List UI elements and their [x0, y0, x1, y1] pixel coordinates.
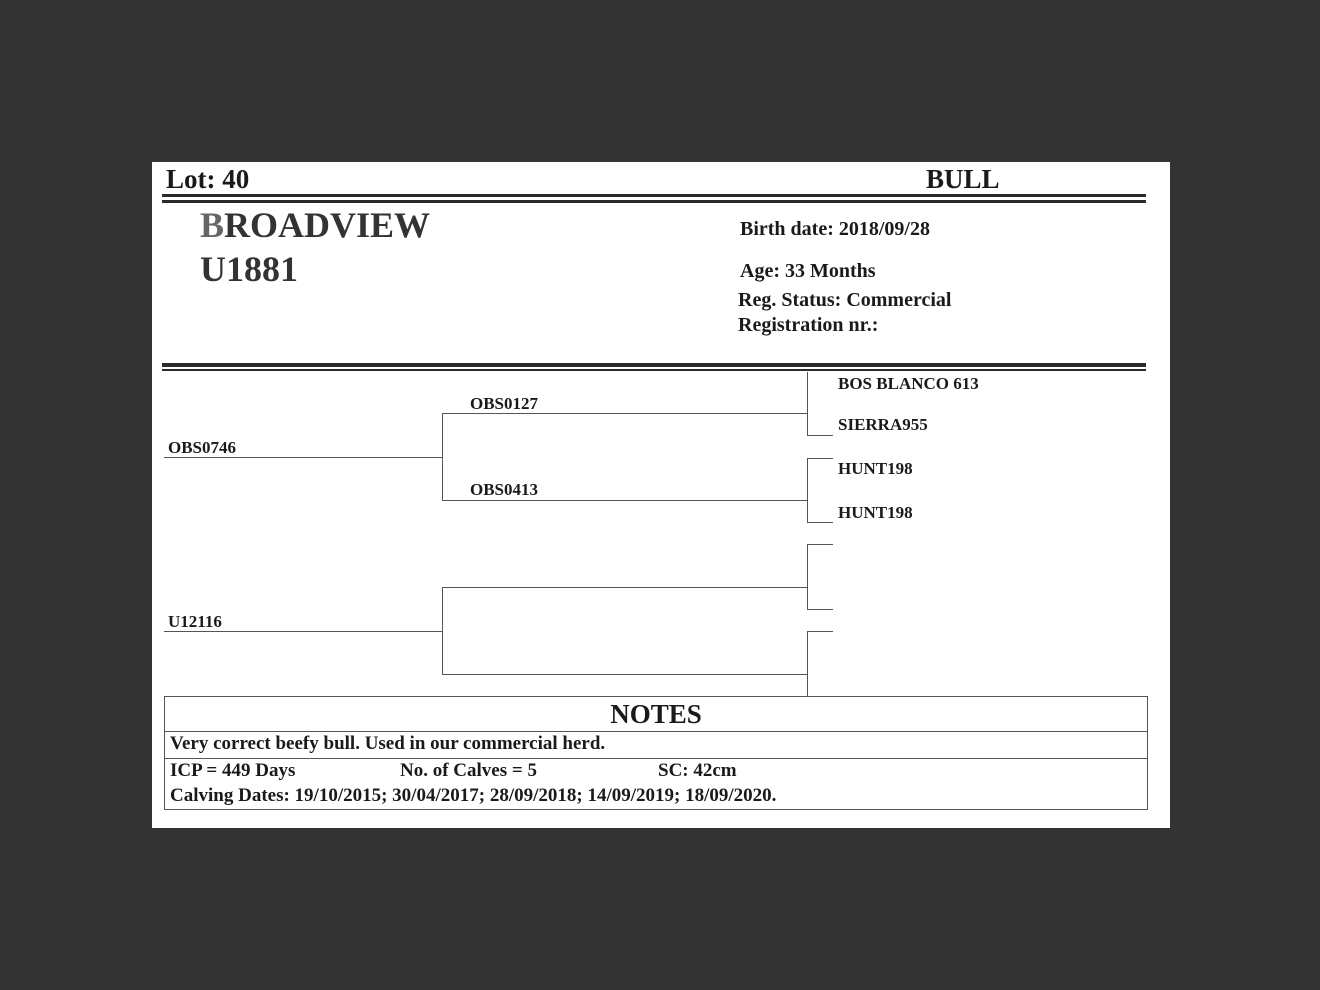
- animal-name-initial: B: [200, 205, 225, 245]
- registration-status: Reg. Status: Commercial: [738, 289, 952, 311]
- dam-dam-bracket: [807, 631, 808, 696]
- dam-sire-line: [442, 587, 808, 588]
- sire-sire-name: OBS0127: [470, 394, 539, 413]
- pedigree-rule-bottom: [162, 369, 1146, 371]
- sire-dam-dam-name: HUNT198: [838, 503, 913, 522]
- animal-sex: BULL: [926, 164, 1000, 194]
- sire-dam-bracket: [807, 458, 808, 522]
- dam-sire-sire-line: [807, 544, 833, 545]
- lot-card: [152, 162, 1170, 828]
- notes-title: NOTES: [610, 699, 702, 729]
- dam-dam-sire-line: [807, 631, 833, 632]
- dam-sire-bracket: [807, 544, 808, 609]
- pedigree-rule-top: [162, 363, 1146, 367]
- notes-sc: SC: 42cm: [658, 760, 737, 781]
- sire-sire-dam-name: SIERRA955: [838, 415, 928, 434]
- notes-divider-2: [165, 758, 1147, 759]
- notes-divider-1: [165, 731, 1147, 732]
- notes-box: [164, 696, 1148, 810]
- animal-name-rest: ROADVIEW: [224, 205, 431, 245]
- sire-sire-sire-name: BOS BLANCO 613: [838, 374, 979, 393]
- dam-name: U12116: [168, 612, 222, 631]
- birth-date: Birth date: 2018/09/28: [740, 218, 930, 240]
- age: Age: 33 Months: [740, 260, 876, 282]
- notes-calving-dates: Calving Dates: 19/10/2015; 30/04/2017; 28/09/2018; 14/09/2019; 18/09/2020.: [170, 785, 777, 806]
- sire-dam-name: OBS0413: [470, 480, 539, 499]
- notes-description: Very correct beefy bull. Used in our commercial herd.: [170, 733, 606, 754]
- dam-bracket: [442, 587, 443, 674]
- sire-dam-sire-name: HUNT198: [838, 459, 913, 478]
- dam-dam-line: [442, 674, 808, 675]
- sire-dam-line: [442, 500, 808, 501]
- header-rule-bottom: [162, 200, 1146, 203]
- header-rule-top: [162, 194, 1146, 197]
- sire-sire-dam-line: [807, 435, 833, 436]
- lot-number: Lot: 40: [166, 164, 250, 194]
- animal-name: [200, 204, 430, 246]
- sire-dam-dam-line: [807, 522, 833, 523]
- sire-name: OBS0746: [168, 438, 237, 457]
- sire-sire-bracket: [807, 372, 808, 435]
- notes-icp: ICP = 449 Days: [170, 760, 296, 781]
- sire-bracket: [442, 413, 443, 500]
- registration-number: Registration nr.:: [738, 314, 879, 336]
- sire-dam-sire-line: [807, 458, 833, 459]
- animal-id: U1881: [200, 249, 298, 289]
- dam-sire-dam-line: [807, 609, 833, 610]
- notes-calves: No. of Calves = 5: [400, 760, 537, 781]
